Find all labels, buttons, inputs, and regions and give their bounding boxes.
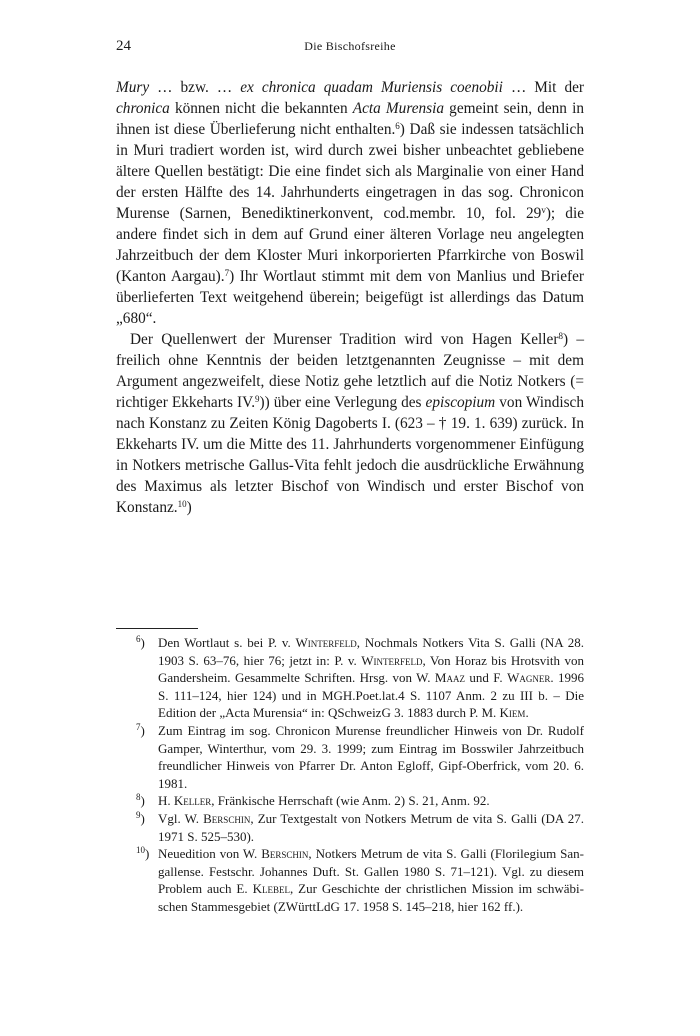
footnote-number: 10 [136,845,145,856]
text-run: … bzw. … [149,79,241,96]
running-title: Die Bischofsreihe [304,39,396,53]
text-run: ) [186,499,192,516]
footnote [116,845,584,915]
text-run: Keller [173,793,212,809]
footnote-number: 8 [136,792,141,803]
footnote-number: 9 [136,809,141,820]
text-run: und F. [464,670,508,686]
text-run: Zum Eintrag im sog. Chronicon Murense freundlicher Hinweis von Dr. Rudolf Gamper, Winterthur, vom 29. 3. 1999; zum Eintrag im Bosswiler Jahrzeitbuch freundlicher Hinweis von Pfarrer Dr. Anton Egloff, Gipf-Oberfrick, vom 20. 6. 1981. [158,722,584,791]
body-paragraph [116,329,584,518]
footnote-marker: $^8$) [136,792,145,809]
text-run: ) – freilich ohne Kenntnis der beiden letztgenannten Zeugnisse – mit dem Argument angezweifelt, diese Notiz gehe letztlich auf die Notiz Notkers (= richtiger Ekkeharts IV. [116,331,584,411]
footnote-reference: 6 [395,121,400,131]
footnote [116,722,584,792]
text-run: … Mit der [502,79,584,96]
footnote-number: 6 [136,634,141,644]
text-run: gemeint sein, denn in ihnen ist diese Überlieferung nicht enthalten. [116,100,585,138]
text-run: ) Ihr Wortlaut stimmt mit dem von Manlius und Briefer überlieferten Text weitgehend überein; beigefügt ist allerdings das Datum „680“. [116,268,585,327]
footnote [116,792,584,810]
text-run: , Nochmals Notkers Vita S. Galli (NA 28. 1903 S. 63–76, hier 76; jetzt in: P. v. [158,635,584,668]
text-run: Berschin [203,810,251,826]
text-run: , Notkers Metrum de vita S. Galli (Florilegium Sangallense. Festschr. Johannes Duft. St. Gallen 1980 S. 71–121). Vgl. zu diesem Problem auch E. [158,846,584,897]
body-paragraph [116,77,584,329]
text-run: H. [158,793,174,809]
text-run: Kiem [499,705,526,721]
page-header [116,38,584,58]
footnote [116,810,584,845]
text-run: Winterfeld [361,652,423,668]
footnote-marker: $^7$) [136,721,145,738]
text-run: Maaz [434,670,465,686]
footnote-reference: 8 [558,331,563,341]
footnote-reference: v [541,205,546,215]
main-text [116,77,584,518]
text-run: Klebel [252,881,290,897]
footnote-marker: $^6$) [136,634,145,650]
text-run: , Von Horaz bis Hrotsvith von Gandersheim. Gesammelte Schriften. Hrsg. von W. [158,652,584,686]
text-run: Winterfeld [295,635,357,650]
text-run: Wagner [507,670,551,686]
text-run: Neuedition von W. [158,846,262,862]
text-run: Der Quellenwert der Murenser Tradition wird von Hagen Keller [130,331,559,348]
text-run: ); die andere findet sich in dem auf Grund einer älteren Vorlage neu angelegten Jahrzeitbuch der dem Kloster Muri inkorporierten Pfarrkirche von Boswil (Kanton Aargau). [116,205,584,285]
footnote-reference: 10 [177,499,187,509]
text-run: chronica [116,100,170,117]
footnote-marker: $^9$) [136,809,145,826]
footnote-marker: $^{10}$) [136,845,150,862]
text-run: episcopium [425,394,496,411]
text-run: , Zur Geschichte der christlichen Mission im schwäbischen Stammesgebiet (ZWürttLdG 17. 1958 S. 145–218, hier 162 ff.). [158,881,584,914]
text-run: , Fränkische Herrschaft (wie Anm. 2) S. 21, Anm. 92. [211,793,490,809]
footnote-reference: 7 [224,268,230,278]
text-run: Berschin [261,846,309,862]
text-run: )) über eine Verlegung des [259,394,426,411]
footnote-number: 7 [136,721,141,732]
text-run: . 1996 S. 111–124, hier 124) und in MGH.Poet.lat.4 S. 1107 Anm. 2 zu III b. – Die Edition der „Acta Murensia“ in: QSchweizG 3. 1883 durch P. M. [158,670,584,721]
text-run: , Zur Textgestalt von Notkers Metrum de vita S. Galli (DA 27. 1971 S. 525–530). [158,810,584,844]
footnotes [116,634,584,916]
footnote-reference: 9 [255,394,260,404]
text-run: Mury [116,79,150,96]
text-run: können nicht die bekannten [169,100,353,117]
text-run: ) Daß sie indessen tatsächlich in Muri tradiert worden ist, wird durch zwei bisher unbeachtet gebliebene ältere Quellen bestätigt: Die eine findet sich als Marginalie von einer Hand der ersten Hälfte des 14. Jahrhunderts eingetragen in das sog. Chronicon Murense (Sarnen, Benediktinerkonvent, cod.membr. 10, fol. 29 [116,121,584,222]
text-run: . [525,705,529,721]
page-number: 24 [116,38,131,54]
text-run: Acta Murensia [352,100,445,117]
footnote [116,634,584,722]
text-run: ex chronica quadam Muriensis coenobii [240,79,503,96]
footnote-divider [116,628,198,629]
text-run: Den Wortlaut s. bei P. v. [158,635,296,650]
text-run: von Windisch nach Konstanz zu Zeiten König Dagoberts I. (623 – † 19. 1. 639) zurück. In Ekkeharts IV. um die Mitte des 11. Jahrhunderts vorgenommener Einfügung in Notkers metrische Gallus-Vita fehlt jedoch die ausdrückliche Erwähnung des Maximus als letzter Bischof von Windisch und erster Bischof von Konstanz. [116,394,584,516]
text-run: Vgl. W. [158,810,204,826]
